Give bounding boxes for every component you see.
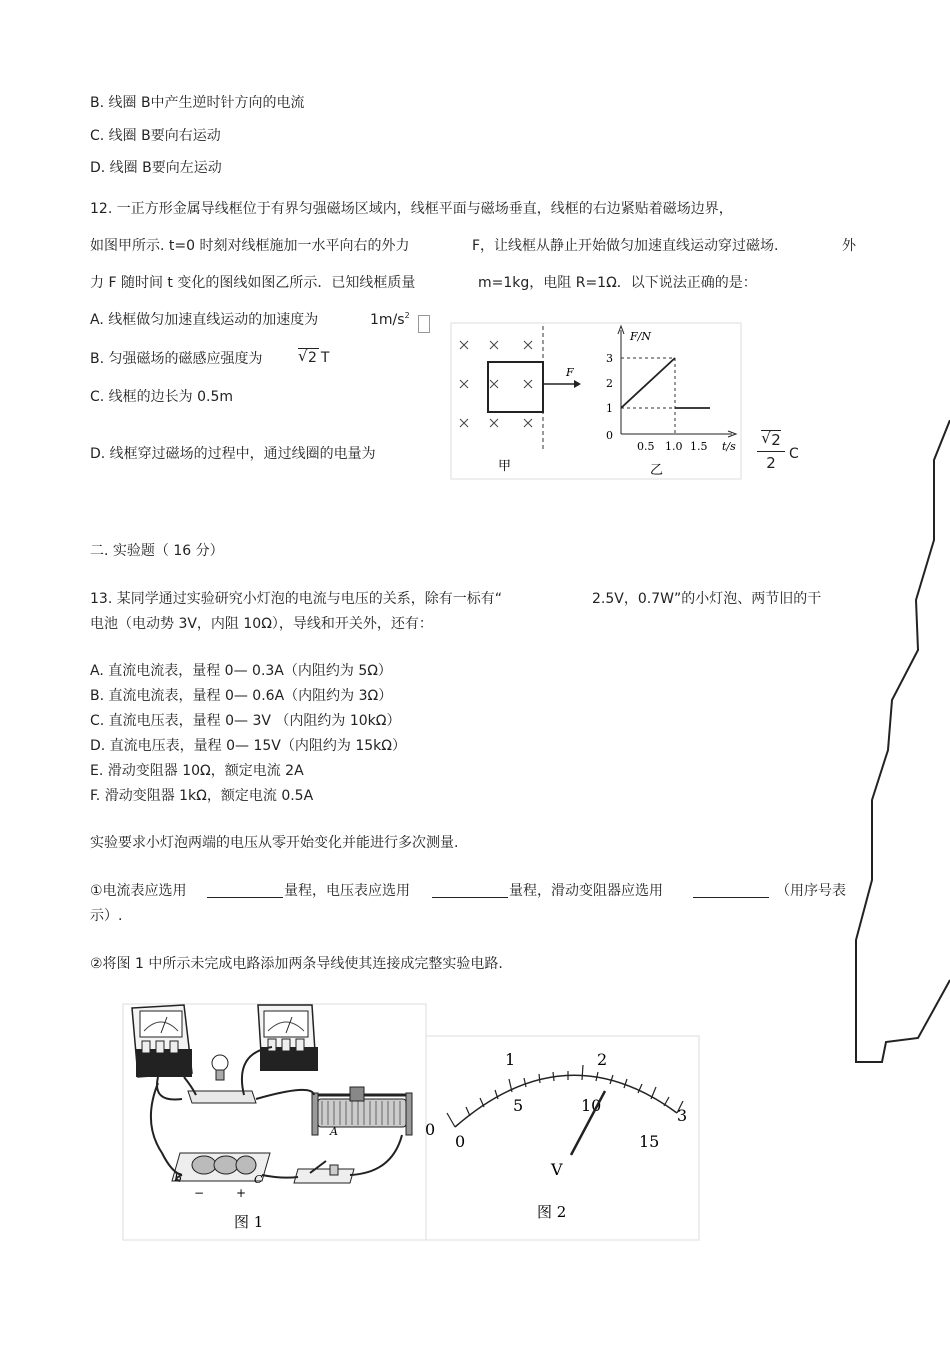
force-line-rising	[621, 358, 675, 408]
q13-sub1-part-c: 量程，滑动变阻器应选用	[509, 883, 663, 899]
q13-sub1-part-a: ①电流表应选用	[90, 883, 187, 899]
blank-voltmeter[interactable]	[432, 897, 508, 898]
q12-stem-line2c: 外	[842, 238, 856, 254]
inner-tick-15: 15	[639, 1132, 660, 1151]
q13-option-f: F. 滑动变阻器 1kΩ，额定电流 0.5A	[90, 788, 314, 804]
q13-sub2: ②将图 1 中所示未完成电路添加两条导线使其连接成完整实验电路.	[90, 956, 503, 972]
outer-tick-0: 0	[425, 1120, 436, 1139]
figure-2-caption: 图 2	[537, 1203, 567, 1221]
voltmeter	[258, 1005, 318, 1071]
y-tick-0: 0	[606, 429, 613, 442]
q13-option-d: D. 直流电压表，量程 0— 15V（内阻约为 15kΩ）	[90, 738, 406, 754]
label-minus: −	[194, 1186, 205, 1200]
q12-option-a-value: $1m/s^2$	[370, 311, 410, 328]
square-frame	[488, 362, 543, 412]
figure-2-dial	[425, 1035, 700, 1241]
label-b: B	[174, 1171, 183, 1184]
outer-tick-3: 3	[677, 1106, 688, 1125]
q12-stem-line2a: 如图甲所示. t=0 时刻对线框施加一水平向右的外力	[90, 238, 410, 254]
y-tick-3: 3	[606, 352, 613, 365]
outer-tick-1: 1	[505, 1050, 516, 1069]
q12-option-b: B. 匀强磁场的磁感应强度为	[90, 351, 263, 367]
figure-1-circuit	[122, 1003, 427, 1241]
section-2-title: 二. 实验题（ 16 分）	[90, 543, 224, 559]
x-tick-1.0: 1.0	[665, 440, 683, 453]
label-c: C	[254, 1173, 263, 1186]
inner-tick-0: 0	[455, 1132, 466, 1151]
blank-ammeter[interactable]	[207, 897, 283, 898]
figure-yi-caption: 乙	[650, 463, 664, 478]
q12-option-d-unit: C	[789, 446, 799, 462]
graph-yi	[606, 326, 736, 478]
q13-sub1-part-e: 示）.	[90, 908, 123, 924]
q13-option-e: E. 滑动变阻器 10Ω，额定电流 2A	[90, 763, 304, 779]
q12-stem-line3b: m=1kg，电阻 R=1Ω．以下说法正确的是：	[478, 275, 757, 291]
q13-sub1-part-d: （用序号表	[776, 883, 846, 899]
force-label: F	[566, 366, 574, 379]
magnetic-field-crosses	[460, 341, 532, 427]
q13-stem-line2: 电池（电动势 3V，内阻 10Ω），导线和开关外，还有：	[90, 616, 433, 632]
q12-stem-line2b: F，让线框从静止开始做匀加速直线运动穿过磁场.	[472, 238, 779, 254]
y-tick-1: 1	[606, 402, 613, 415]
unit-v: V	[551, 1160, 563, 1179]
q12-option-c: C. 线框的边长为 0.5m	[90, 389, 234, 405]
figure-1-caption: 图 1	[234, 1213, 264, 1231]
q13-stem-line1b: 2.5V，0.7W”的小灯泡、两节旧的干	[592, 591, 822, 607]
label-plus: +	[236, 1186, 247, 1200]
q13-option-b: B. 直流电流表，量程 0— 0.6A（内阻约为 3Ω）	[90, 688, 393, 704]
q12-option-b-value: √ 2 T	[298, 347, 330, 366]
inner-tick-5: 5	[513, 1096, 524, 1115]
q12-option-a: A. 线框做匀加速直线运动的加速度为	[90, 312, 319, 328]
q13-option-a: A. 直流电流表，量程 0— 0.3A（内阻约为 5Ω）	[90, 663, 392, 679]
x-tick-0.5: 0.5	[637, 440, 655, 453]
outer-tick-2: 2	[597, 1050, 608, 1069]
inner-tick-10: 10	[581, 1096, 602, 1115]
y-tick-2: 2	[606, 377, 613, 390]
q11-option-c: C. 线圈 B要向右运动	[90, 128, 221, 144]
q13-sub1-part-b: 量程，电压表应选用	[284, 883, 410, 899]
q12-figures	[450, 322, 742, 480]
blank-rheostat[interactable]	[693, 897, 769, 898]
figure-frame	[451, 323, 741, 479]
q13-option-c: C. 直流电压表，量程 0— 3V （内阻约为 10kΩ）	[90, 713, 401, 729]
ammeter	[132, 1005, 192, 1077]
q12-option-d: D. 线框穿过磁场的过程中，通过线圈的电量为	[90, 446, 376, 462]
q13-requirement: 实验要求小灯泡两端的电压从零开始变化并能进行多次测量.	[90, 835, 459, 851]
label-a: A	[330, 1125, 338, 1138]
x-tick-1.5: 1.5	[690, 440, 708, 453]
page-edge-outline	[850, 420, 950, 1070]
x-axis-label: t/s	[722, 440, 736, 453]
y-axis-label: F/N	[630, 330, 651, 343]
q13-stem-line1a: 13. 某同学通过实验研究小灯泡的电流与电压的关系，除有一标有“	[90, 591, 502, 607]
q12-option-d-fraction: √ 2 2	[755, 430, 787, 472]
q12-stem-line1: 12. 一正方形金属导线框位于有界匀强磁场区域内，线框平面与磁场垂直，线框的右边紧贴着磁场边界，	[90, 201, 733, 217]
figure-jia-caption: 甲	[498, 459, 512, 474]
q12-stem-line3a: 力 F 随时间 t 变化的图线如图乙所示．已知线框质量	[90, 275, 416, 291]
q11-option-d: D. 线圈 B要向左运动	[90, 160, 222, 176]
force-arrowhead	[574, 380, 581, 388]
answer-box	[418, 315, 430, 333]
q11-option-b: B. 线圈 B中产生逆时针方向的电流	[90, 95, 305, 111]
